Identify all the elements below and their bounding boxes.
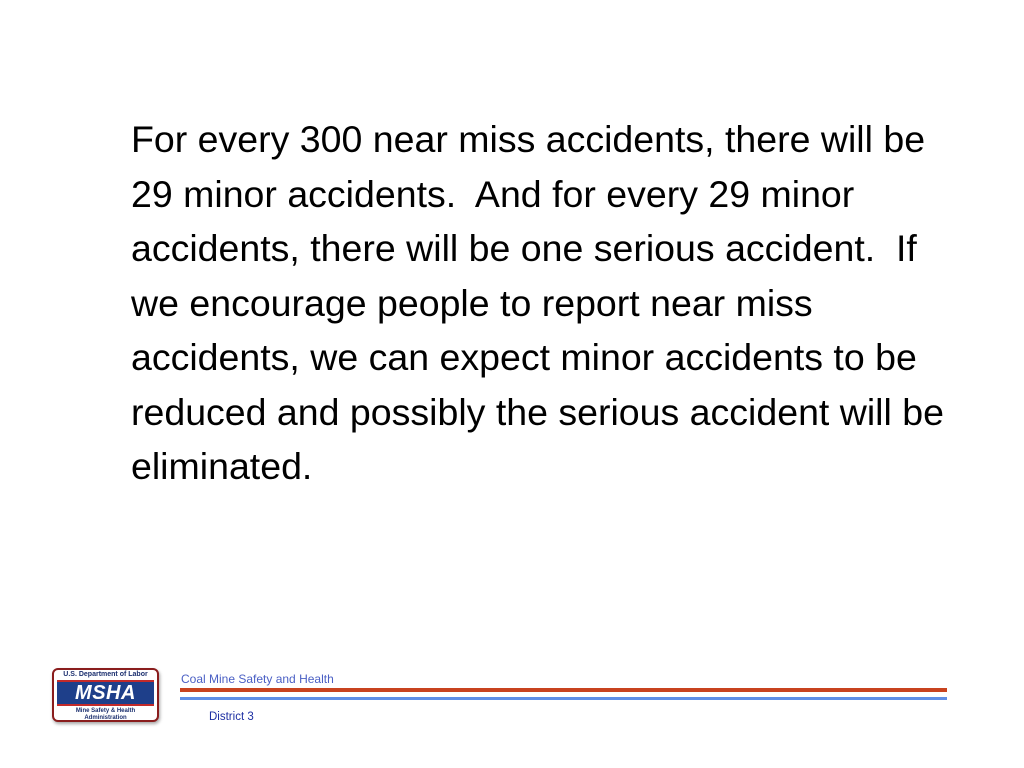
logo-band [57, 680, 154, 706]
logo-subtitle-text: Mine Safety & Health Administration [75, 708, 136, 721]
footer-organization: Coal Mine Safety and Health [181, 672, 334, 686]
footer-district: District 3 [209, 711, 254, 723]
footer-blue-rule [180, 697, 947, 700]
footer-red-rule [180, 688, 947, 692]
logo-department-text: U.S. Department of Labor [63, 671, 148, 678]
slide-body-text: For every 300 near miss accidents, there will be 29 minor accidents. And for every 29 minor accidents, there will be one serious accident. If we encourage people to report near miss accidents, we can expect minor accidents to be reduced and possibly the serious accident will be eliminated. [131, 118, 955, 487]
logo-wordmark: MSHA [75, 682, 136, 704]
msha-logo [52, 668, 159, 722]
